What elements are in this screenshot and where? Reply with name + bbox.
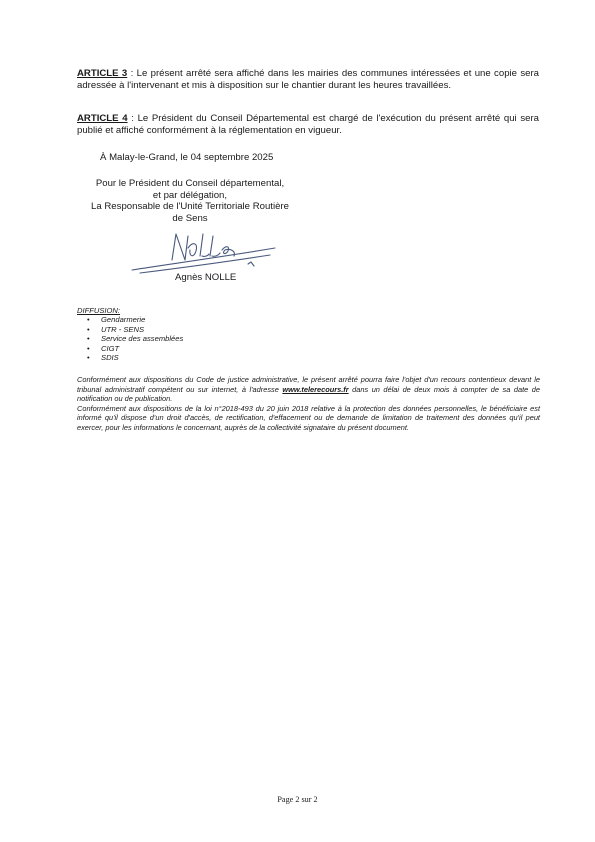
article-4-text: : Le Président du Conseil Départemental est chargé de l'exécution du présent arrêté qui sera publié et affiché conformément à la réglementation en vigueur. — [77, 113, 539, 137]
diffusion-item: • Gendarmerie — [87, 315, 146, 324]
signature-block — [60, 178, 320, 224]
article-4-label: ARTICLE 4 — [77, 113, 128, 124]
legal-paragraph-appeal: Conformément aux dispositions du Code de justice administrative, le présent arrêté pourra faire l'objet d'un recours contentieux devant le tribunal administratif compétent ou sur internet, à l'adresse www.telerecours.fr dans un délai de deux mois à compter de sa date de notification ou de publication. — [77, 375, 540, 404]
telerecours-link[interactable]: www.telerecours.fr — [282, 384, 349, 394]
signature-block-line-2: et par délégation, — [152, 189, 228, 201]
bullet-icon: • — [87, 324, 90, 334]
signature-block-line-3: La Responsable de l'Unité Territoriale Routière — [91, 201, 289, 212]
signatory-name: Agnès NOLLE — [175, 272, 237, 283]
article-3-text: : Le présent arrêté sera affiché dans les mairies des communes intéressées et une copie sera adressée à l'intervenant et mis à disposition sur le chantier durant les heures travaillées. — [77, 68, 540, 92]
signature-block-line-1: Pour le Président du Conseil départemental, — [95, 178, 285, 189]
signature-block-line-4: de Sens — [172, 212, 208, 224]
bullet-icon: • — [87, 353, 90, 363]
diffusion-item: • SDIS — [87, 353, 119, 363]
diffusion-item: • Service des assemblées — [87, 334, 184, 344]
diffusion-title: DIFFUSION: — [77, 306, 121, 315]
diffusion-item: • CIGT — [87, 343, 120, 353]
place-date: À Malay-le-Grand, le 04 septembre 2025 — [100, 152, 274, 163]
handwritten-signature — [130, 226, 280, 276]
bullet-icon: • — [87, 334, 90, 344]
diffusion-list — [77, 306, 183, 363]
article-3 — [77, 68, 539, 93]
page-number: Page 2 sur 2 — [277, 795, 318, 804]
bullet-icon: • — [87, 315, 90, 324]
legal-paragraph-data-protection: Conformément aux dispositions de la loi n°2018-493 du 20 juin 2018 relative à la protection des données personnelles, le bénéficiaire est informé qu'il dispose d'un droit d'accès, de rectification, d'effacement ou de demande de limitation de traitement des données qu'il peut exercer, pour les informations le concernant, auprès de la collectivité signataire du présent document. — [77, 403, 540, 432]
article-3-label: ARTICLE 3 — [77, 68, 128, 79]
bullet-icon: • — [87, 343, 90, 353]
legal-notice — [77, 375, 540, 432]
article-4 — [77, 113, 539, 138]
diffusion-item: • UTR - SENS — [87, 324, 145, 334]
